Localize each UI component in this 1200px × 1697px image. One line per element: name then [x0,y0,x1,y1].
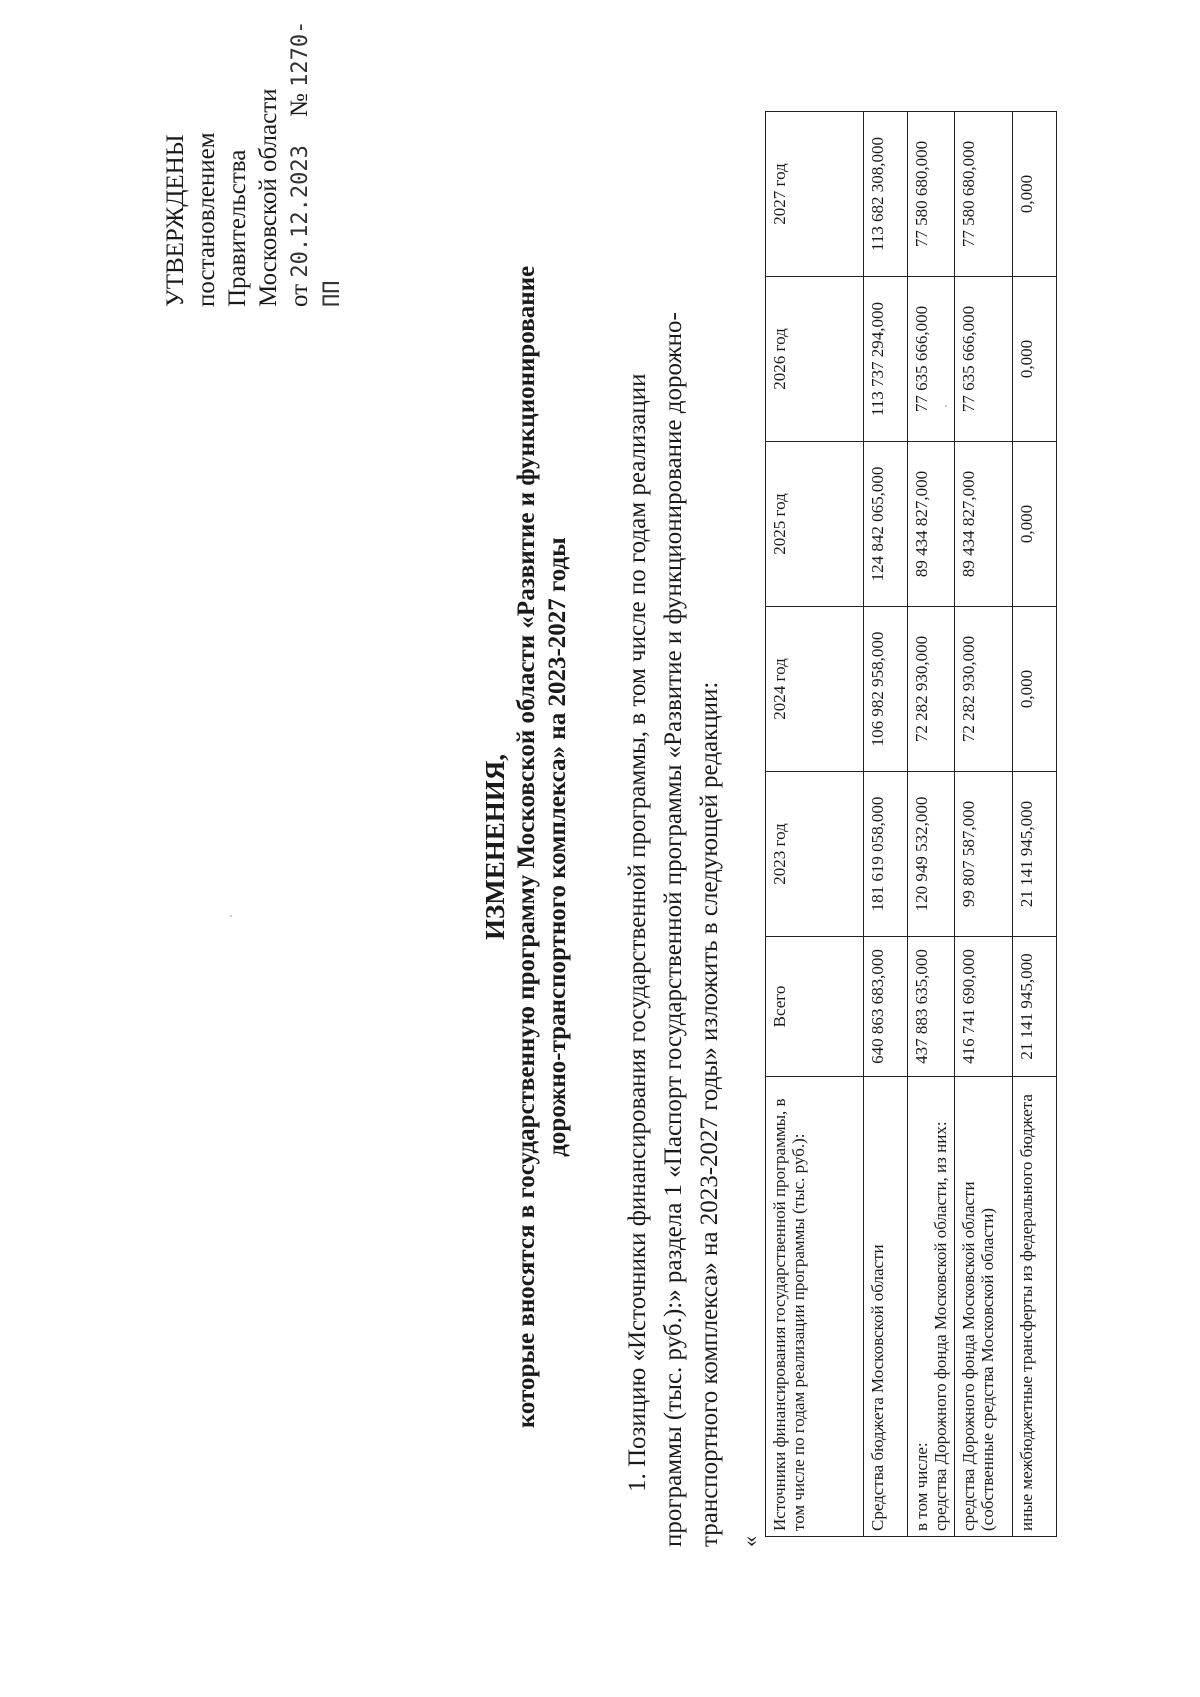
value-cell: 89 434 827,000 [908,442,955,607]
header-label-cell: Источники финансирования государственной программы, в том числе по годам реализации программы (тыс. руб.): [766,1077,864,1537]
title-heading: ИЗМЕНЕНИЯ, [480,754,510,941]
title-line-2: которые вносятся в государственную программу Московской области «Развитие и функционирование [513,265,540,1429]
approval-issuer: постановлением Правительства [193,132,251,307]
approval-date: 20.12.2023 [288,145,313,278]
value-cell: 124 842 065,000 [864,442,908,607]
value-cell: 181 619 058,000 [864,772,908,937]
value-cell: 0,000 [1013,442,1057,607]
title-line-3: дорожно-транспортного комплекса» на 2023-2027 годы [544,537,571,1157]
financing-table [765,111,1057,1537]
value-cell: 21 141 945,000 [1013,772,1057,937]
value-cell: 113 737 294,000 [864,277,908,442]
value-cell: 640 863 683,000 [864,937,908,1077]
table-row [955,112,1013,1537]
value-cell: 77 580 680,000 [908,112,955,277]
value-cell: 106 982 958,000 [864,607,908,772]
table-header-row [766,112,864,1537]
header-col-2024: 2024 год [766,607,864,772]
scan-speck [230,915,232,917]
header-col-total: Всего [766,937,864,1077]
approval-number-sign: № [286,93,313,117]
header-col-2026: 2026 год [766,277,864,442]
approval-title: УТВЕРЖДЕНЫ [162,134,189,307]
table-row [1013,112,1057,1537]
value-cell: 72 282 930,000 [908,607,955,772]
value-cell: 0,000 [1013,112,1057,277]
value-cell: 99 807 587,000 [955,772,1013,937]
approval-stamp [160,0,348,307]
approval-region: Московской области [255,88,282,307]
value-cell: 21 141 945,000 [1013,937,1057,1077]
value-cell: 437 883 635,000 [908,937,955,1077]
value-cell: 416 741 690,000 [955,937,1013,1077]
value-cell: 113 682 308,000 [864,112,908,277]
value-cell: 0,000 [1013,607,1057,772]
paragraph-line-1: 1. Позицию «Источники финансирования государственной программы, в том числе по годам реализации [624,373,651,1492]
header-col-2027: 2027 год [766,112,864,277]
value-cell: 72 282 930,000 [955,607,1013,772]
table-row [908,112,955,1537]
value-cell: 120 949 532,000 [908,772,955,937]
header-col-2025: 2025 год [766,442,864,607]
approval-number: 1270-ПП [288,20,345,307]
value-cell: 77 635 666,000 [955,277,1013,442]
value-cell: 77 635 666,000 [908,277,955,442]
value-cell: 0,000 [1013,277,1057,442]
header-col-2023: 2023 год [766,772,864,937]
amendment-paragraph [620,127,728,1547]
approval-date-line [284,0,348,307]
scan-speck [945,405,947,407]
approval-date-prefix: от [286,283,313,307]
row-label-cell: средства Дорожного фонда Московской области (собственные средства Московской области) [955,1077,1013,1537]
document-title [480,147,573,1547]
table-row [864,112,908,1537]
row-label-cell: Средства бюджета Московской области [864,1077,908,1537]
opening-quote: « [737,1536,762,1547]
row-label-cell: иные межбюджетные трансферты из федерального бюджета [1013,1077,1057,1537]
value-cell: 89 434 827,000 [955,442,1013,607]
value-cell: 77 580 680,000 [955,112,1013,277]
row-label-cell: в том числе: средства Дорожного фонда Московской области, из них: [908,1077,955,1537]
paragraph-line-3: транспортного комплекса» на 2023-2027 годы» изложить в следующей редакции: [696,681,723,1547]
paragraph-line-2: программы (тыс. руб.):» раздела 1 «Паспорт государственной программы «Развитие и функционирование дорожно- [660,312,687,1547]
